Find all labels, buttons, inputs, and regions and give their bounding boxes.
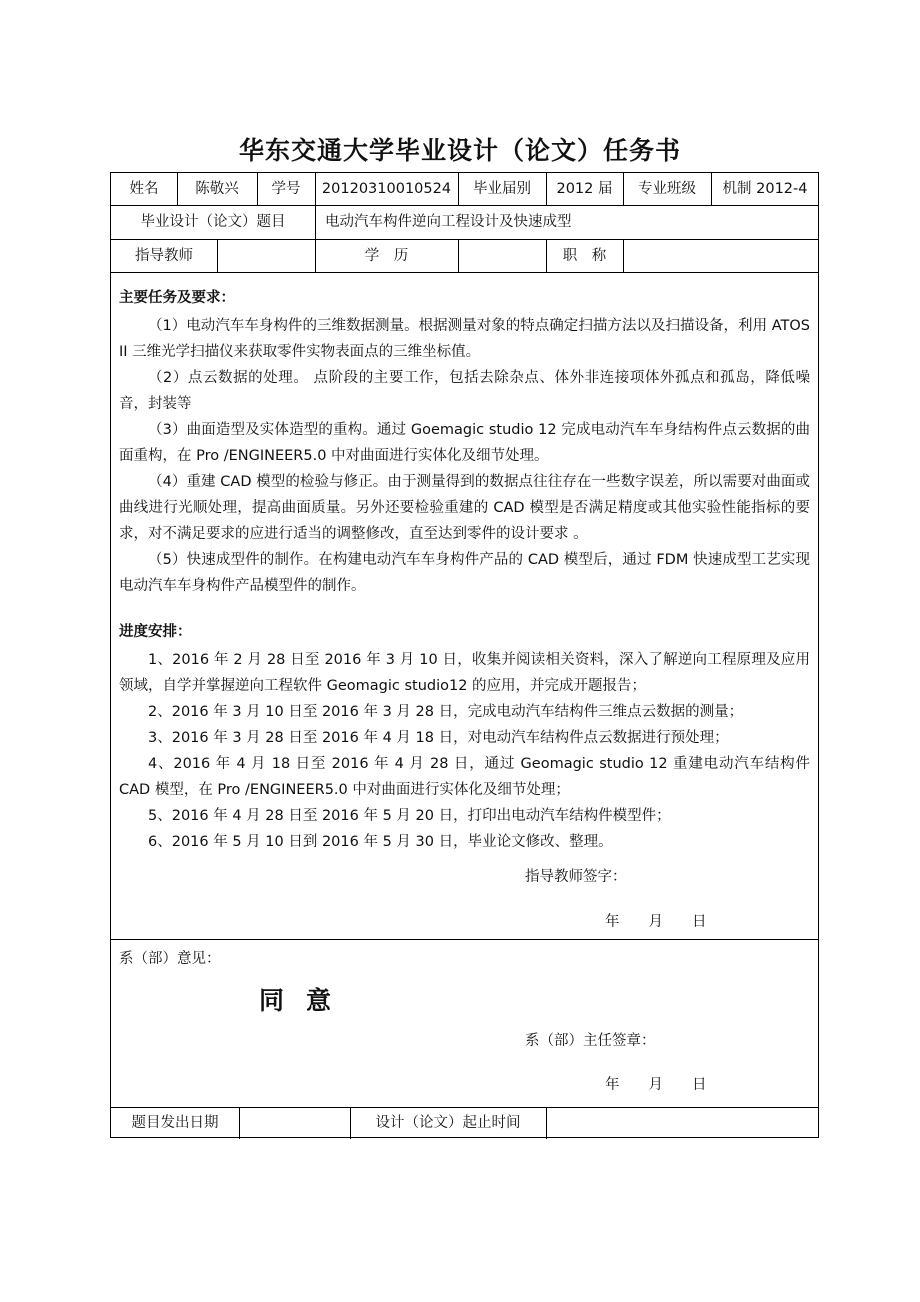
major-class-label: 专业班级 — [638, 181, 696, 197]
schedule-item: 3、2016 年 3 月 28 日至 2016 年 4 月 18 日，对电动汽车结构件点云数据进行预处理； — [148, 730, 729, 746]
tasks-section — [119, 283, 810, 599]
task-item: （5）快速成型件的制作。在构建电动汽车车身构件产品的 CAD 模型后，通过 FDM 快速成型工艺实现电动汽车车身构件产品模型件的制作。 — [119, 552, 810, 594]
schedule-item: 2、2016 年 3 月 10 日至 2016 年 3 月 28 日，完成电动汽车结构件三维点云数据的测量； — [148, 704, 744, 720]
dept-opinion-label: 系（部）意见： — [119, 951, 221, 967]
schedule-heading: 进度安排： — [119, 624, 192, 640]
task-item: （1）电动汽车车身构件的三维数据测量。根据测量对象的特点确定扫描方法以及扫描设备，利用 ATOS II 三维光学扫描仪来获取零件实物表面点的三维坐标值。 — [119, 318, 810, 360]
task-item: （3）曲面造型及实体造型的重构。通过 Goemagic studio 12 完成电动汽车车身结构件点云数据的曲面重构，在 Pro /ENGINEER5.0 中对曲面进行实体化及细节处理。 — [119, 422, 810, 464]
major-class-value: 机制 2012-4 — [722, 181, 808, 197]
advisor-signature-date: 年 月 日 — [605, 914, 707, 930]
graduation-year-label: 毕业届别 — [473, 181, 531, 197]
dept-signature-date: 年 月 日 — [605, 1077, 707, 1093]
schedule-item: 5、2016 年 4 月 28 日至 2016 年 5 月 20 日，打印出电动汽车结构件模型件； — [148, 808, 671, 824]
document-title: 华东交通大学毕业设计（论文）任务书 — [238, 136, 681, 165]
tasks-heading: 主要任务及要求： — [119, 290, 235, 306]
student-id-label: 学号 — [271, 181, 301, 197]
schedule-section — [119, 617, 810, 855]
schedule-item: 4、2016 年 4 月 18 日至 2016 年 4 月 28 日，通过 Geomagic studio 12 重建电动汽车结构件 CAD 模型，在 Pro /ENGINEER5.0 中对曲面进行实体化及细节处理； — [119, 756, 810, 798]
schedule-item: 1、2016 年 2 月 28 日至 2016 年 3 月 10 日，收集并阅读相关资料，深入了解逆向工程原理及应用领域，自学并掌握逆向工程软件 Geomagic studio12 的应用，并完成开题报告； — [119, 652, 810, 694]
dept-opinion-text: 同意 — [259, 986, 354, 1015]
topic-value: 电动汽车构件逆向工程设计及快速成型 — [325, 214, 572, 230]
topic-label: 毕业设计（论文）题目 — [140, 214, 286, 230]
task-item: （4）重建 CAD 模型的检验与修正。由于测量得到的数据点往往存在一些数字误差，所以需要对曲面或曲线进行光顺处理，提高曲面质量。另外还要检验重建的 CAD 模型是否满足精度或其他实验性能指标的要求，对不满足要求的应进行适当的调整修改，直至达到零件的设计要求 。 — [119, 474, 810, 542]
rank-label: 职 称 — [562, 248, 607, 264]
graduation-year-value: 2012 届 — [556, 181, 613, 197]
issue-date-label: 题目发出日期 — [131, 1115, 219, 1131]
design-period-label: 设计（论文）起止时间 — [375, 1115, 521, 1131]
task-item: （2）点云数据的处理。 点阶段的主要工作，包括去除杂点、体外非连接项体外孤点和孤岛，降低噪音，封装等 — [119, 370, 810, 412]
degree-label: 学 历 — [364, 248, 409, 264]
row-divider — [111, 939, 818, 940]
schedule-item: 6、2016 年 5 月 10 日到 2016 年 5 月 30 日，毕业论文修改、整理。 — [148, 834, 613, 850]
student-id-value: 20120310010524 — [321, 181, 452, 197]
dept-signature-label: 系（部）主任签章： — [525, 1033, 656, 1049]
advisor-label: 指导教师 — [135, 248, 193, 264]
row-divider — [111, 272, 818, 273]
name-label: 姓名 — [129, 181, 159, 197]
name-value: 陈敬兴 — [195, 181, 239, 197]
task-form-table — [110, 172, 819, 1138]
advisor-signature-label: 指导教师签字： — [525, 869, 627, 885]
